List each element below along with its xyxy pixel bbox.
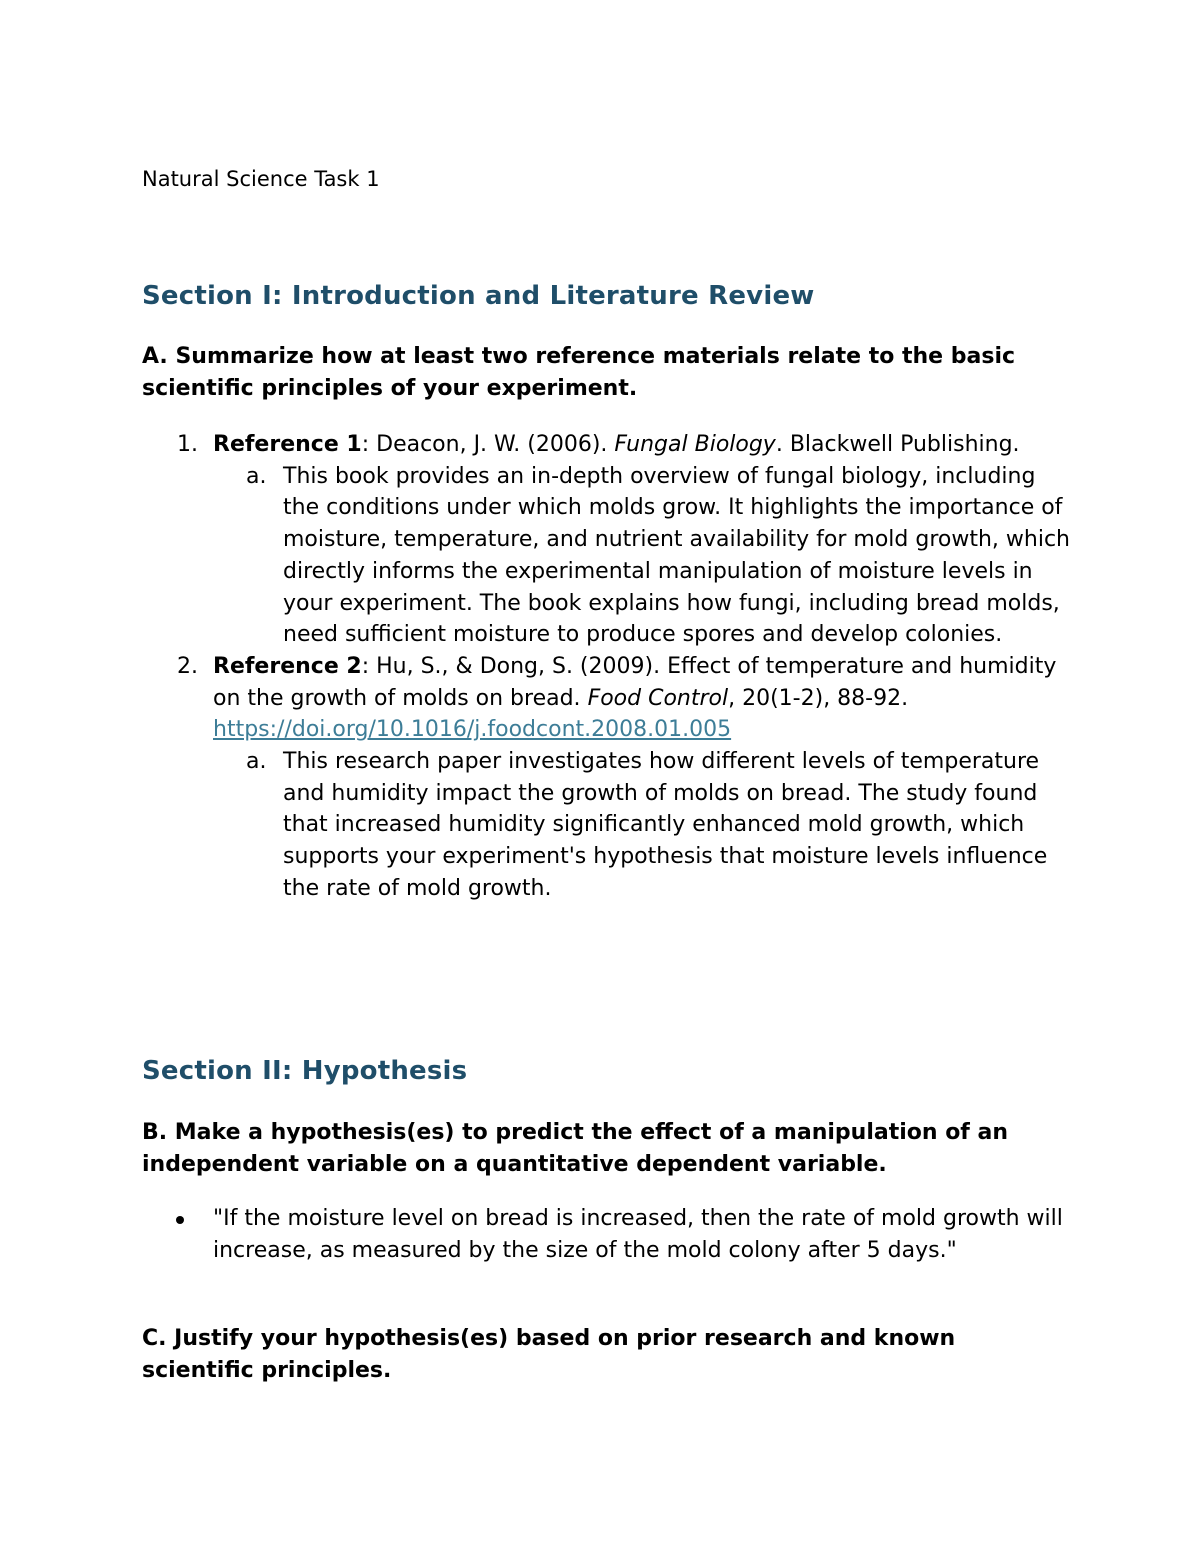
- question-a: A. Summarize how at least two reference materials relate to the basic scientific principles of your experiment.: [142, 344, 1016, 401]
- question-c: C. Justify your hypothesis(es) based on prior research and known scientific principles.: [142, 1326, 956, 1383]
- reference-citation: [213, 654, 1056, 742]
- reference-summary-1: [142, 461, 1072, 651]
- citation-journal: Food Control: [587, 685, 729, 711]
- reference-citation: [213, 432, 1020, 457]
- summary-letter: a.: [246, 463, 267, 489]
- reference-summary-2: [142, 746, 1072, 905]
- summary-text: This research paper investigates how different levels of temperature and humidity impact the growth of molds on bread. The study found that increased humidity significantly enhanced mold growth, which supports your experiment's hypothesis that moisture levels influence the rate of mold growth.: [283, 749, 1048, 901]
- reference-list: [142, 429, 1072, 905]
- summary-text: This book provides an in-depth overview of fungal biology, including the conditions under which molds grow. It highlights the importance of moisture, temperature, and nutrient availability for mold growth, which directly informs the experimental manipulation of moisture levels in your experiment. The book explains how fungi, including bread molds, need sufficient moisture to produce spores and develop colonies.: [283, 463, 1070, 648]
- reference-label: Reference 2: [213, 653, 362, 679]
- section-2-heading: Section II: Hypothesis: [142, 1056, 468, 1086]
- summary-letter: a.: [246, 749, 267, 775]
- doi-link[interactable]: https://doi.org/10.1016/j.foodcont.2008.01.005: [213, 717, 732, 743]
- section-1-heading: Section I: Introduction and Literature Review: [142, 281, 815, 311]
- citation-authors: : Hu, S., & Dong, S. (2009). Effect of temperature and humidity on the growth of molds on bread.: [213, 653, 1057, 711]
- citation-book-title: Fungal Biology: [614, 432, 776, 457]
- hypothesis-item: [142, 1203, 1072, 1266]
- document-title: Natural Science Task 1: [142, 167, 380, 191]
- reference-item-2: [142, 651, 1072, 905]
- reference-number: 1.: [177, 432, 198, 457]
- reference-item-1: [142, 429, 1072, 651]
- bullet-icon: [176, 1216, 184, 1224]
- hypothesis-list: [142, 1203, 1072, 1266]
- citation-publisher: . Blackwell Publishing.: [775, 432, 1020, 457]
- citation-authors: : Deacon, J. W. (2006).: [361, 432, 615, 457]
- reference-label: Reference 1: [213, 432, 362, 457]
- question-b: B. Make a hypothesis(es) to predict the effect of a manipulation of an independent variable on a quantitative dependent variable.: [142, 1120, 1009, 1177]
- citation-volume: , 20(1-2), 88-92.: [728, 685, 909, 711]
- reference-number: 2.: [177, 653, 198, 679]
- hypothesis-text: "If the moisture level on bread is increased, then the rate of mold growth will increase, as measured by the size of the mold colony after 5 days.": [213, 1206, 1063, 1263]
